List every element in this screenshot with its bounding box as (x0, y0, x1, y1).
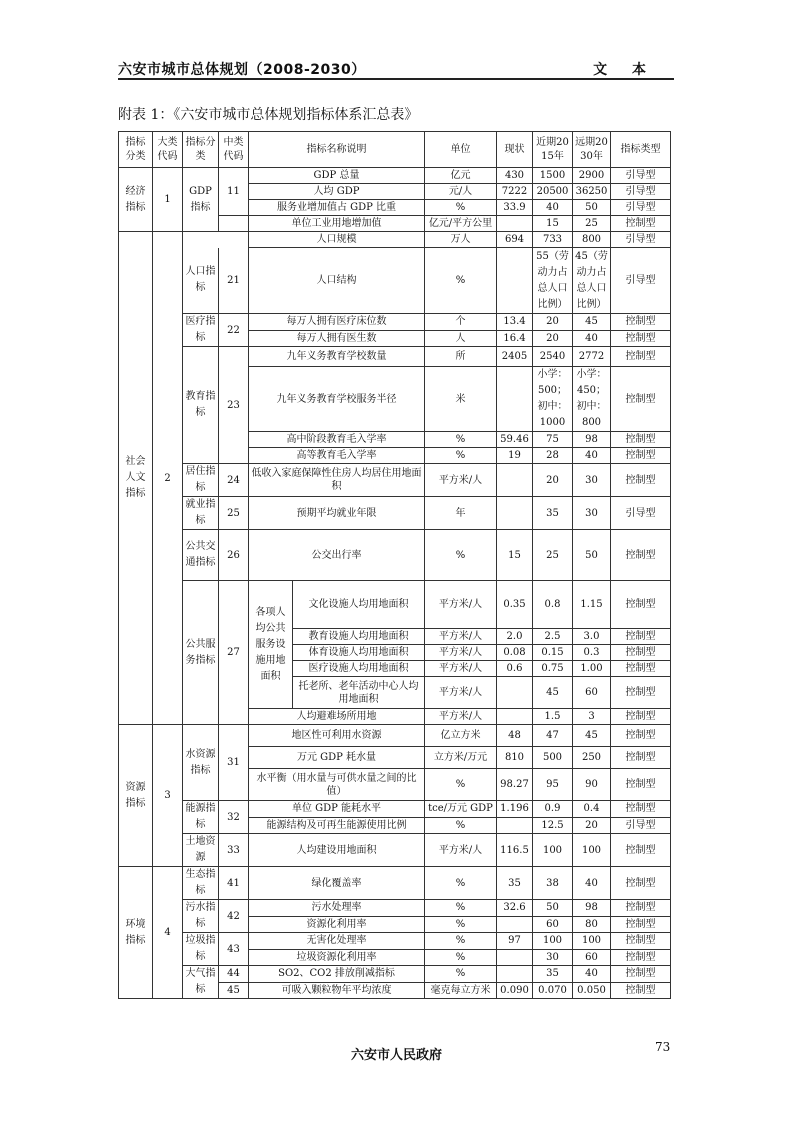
current-value: 2.0 (497, 629, 533, 645)
subcategory-cell: 公共服务指标 (183, 581, 219, 725)
long-term-value: 98 (573, 432, 611, 448)
long-term-value: 40 (573, 448, 611, 464)
unit-cell: 亿元 (425, 168, 497, 184)
current-value: 810 (497, 747, 533, 769)
unit-cell: % (425, 530, 497, 581)
indicator-type: 控制型 (611, 966, 671, 983)
table-row (119, 900, 671, 917)
current-value: 7222 (497, 184, 533, 200)
subcategory-code: 45 (219, 982, 249, 999)
indicator-name: 人均 GDP (249, 184, 425, 200)
table-row (119, 168, 671, 184)
table-row (119, 966, 671, 983)
subcategory-code: 32 (219, 801, 249, 834)
table-row (119, 497, 671, 530)
unit-cell: 亿元/平方公里 (425, 216, 497, 232)
subcategory-code: 44 (219, 966, 249, 983)
near-term-value: 55（劳动力占总人口比例） (533, 248, 573, 314)
unit-cell: % (425, 817, 497, 834)
category-code: 4 (153, 867, 183, 999)
long-term-value: 50 (573, 200, 611, 216)
indicator-type: 引导型 (611, 248, 671, 314)
indicator-type: 控制型 (611, 747, 671, 769)
col-header: 指标类型 (611, 132, 671, 168)
category-code: 2 (153, 232, 183, 725)
subcategory-code: 41 (219, 867, 249, 900)
document-title: 六安市城市总体规划（2008-2030） (118, 62, 366, 78)
indicator-type: 控制型 (611, 432, 671, 448)
indicator-name: 每万人拥有医生数 (249, 330, 425, 347)
long-term-value: 1.15 (573, 581, 611, 629)
unit-cell: tce/万元 GDP (425, 801, 497, 818)
subcategory-code: 11 (219, 168, 249, 216)
indicator-name: 地区性可利用水资源 (249, 725, 425, 747)
indicator-name: 万元 GDP 耗水量 (249, 747, 425, 769)
near-term-value: 28 (533, 448, 573, 464)
indicator-name: 无害化处理率 (249, 933, 425, 950)
unit-cell: % (425, 966, 497, 983)
near-term-value: 50 (533, 900, 573, 917)
table-row (119, 867, 671, 900)
unit-cell: 亿立方米 (425, 725, 497, 747)
indicator-table (118, 131, 671, 999)
indicator-name: 公交出行率 (249, 530, 425, 581)
indicator-type: 控制型 (611, 367, 671, 432)
unit-cell: 立方米/万元 (425, 747, 497, 769)
long-term-value: 36250 (573, 184, 611, 200)
current-value (497, 464, 533, 497)
indicator-name: 人均建设用地面积 (249, 834, 425, 867)
unit-cell: 平方米/人 (425, 834, 497, 867)
long-term-value: 20 (573, 817, 611, 834)
subcategory-code: 24 (219, 464, 249, 497)
unit-cell: % (425, 448, 497, 464)
col-header: 指标名称说明 (249, 132, 425, 168)
subcategory-cell: 垃圾指标 (183, 933, 219, 966)
current-value: 430 (497, 168, 533, 184)
current-value: 13.4 (497, 314, 533, 331)
unit-cell: 人 (425, 330, 497, 347)
long-term-value: 45 (573, 314, 611, 331)
near-term-value: 15 (533, 216, 573, 232)
unit-cell: 平方米/人 (425, 677, 497, 709)
subcategory-cell: 医疗指标 (183, 314, 219, 347)
empty-cell (219, 216, 249, 232)
col-header: 近期2015年 (533, 132, 573, 168)
indicator-type: 控制型 (611, 314, 671, 331)
long-term-value: 45 (573, 725, 611, 747)
col-header: 指标分类 (119, 132, 153, 168)
indicator-type: 引导型 (611, 184, 671, 200)
indicator-type: 控制型 (611, 709, 671, 725)
indicator-name: 人口规模 (249, 232, 425, 248)
subcategory-code: 23 (219, 347, 249, 464)
near-term-value: 2540 (533, 347, 573, 367)
indicator-name: 服务业增加值占 GDP 比重 (249, 200, 425, 216)
current-value: 0.090 (497, 982, 533, 999)
current-value (497, 966, 533, 983)
current-value: 694 (497, 232, 533, 248)
indicator-name: 九年义务教育学校数量 (249, 347, 425, 367)
long-term-value: 100 (573, 933, 611, 950)
current-value: 35 (497, 867, 533, 900)
long-term-value: 800 (573, 232, 611, 248)
category-cell: 经济指标 (119, 168, 153, 232)
indicator-name: 医疗设施人均用地面积 (293, 661, 425, 677)
current-value: 33.9 (497, 200, 533, 216)
indicator-type: 引导型 (611, 232, 671, 248)
table-row (119, 248, 671, 314)
subcategory-cell: 就业指标 (183, 497, 219, 530)
indicator-name: 高中阶段教育毛入学率 (249, 432, 425, 448)
col-header: 单位 (425, 132, 497, 168)
category-code: 3 (153, 725, 183, 867)
long-term-value: 60 (573, 949, 611, 966)
current-value (497, 817, 533, 834)
table-row (119, 725, 671, 747)
service-group-label: 各项人均公共服务设施用地面积 (249, 581, 293, 709)
long-term-value: 3.0 (573, 629, 611, 645)
indicator-name: SO2、CO2 排放削减指标 (249, 966, 425, 983)
indicator-type: 控制型 (611, 801, 671, 818)
current-value: 116.5 (497, 834, 533, 867)
subcategory-cell: 水资源指标 (183, 725, 219, 801)
unit-cell: 平方米/人 (425, 661, 497, 677)
indicator-name: 教育设施人均用地面积 (293, 629, 425, 645)
category-cell: 环境指标 (119, 867, 153, 999)
near-term-value: 20 (533, 314, 573, 331)
long-term-value: 30 (573, 497, 611, 530)
unit-cell: 平方米/人 (425, 645, 497, 661)
unit-cell: 平方米/人 (425, 464, 497, 497)
unit-cell: % (425, 916, 497, 933)
indicator-type: 控制型 (611, 933, 671, 950)
current-value: 16.4 (497, 330, 533, 347)
indicator-type: 引导型 (611, 200, 671, 216)
unit-cell: 万人 (425, 232, 497, 248)
table-row (119, 530, 671, 581)
long-term-value: 40 (573, 966, 611, 983)
near-term-value: 30 (533, 949, 573, 966)
current-value (497, 497, 533, 530)
current-value: 0.08 (497, 645, 533, 661)
indicator-type: 控制型 (611, 661, 671, 677)
table-row (119, 834, 671, 867)
category-cell: 资源指标 (119, 725, 153, 867)
subcategory-cell: GDP指标 (183, 168, 219, 232)
indicator-name: 绿化覆盖率 (249, 867, 425, 900)
indicator-name: 可吸入颗粒物年平均浓度 (249, 982, 425, 999)
current-value (497, 677, 533, 709)
unit-cell: 平方米/人 (425, 581, 497, 629)
near-term-value: 38 (533, 867, 573, 900)
indicator-type: 控制型 (611, 725, 671, 747)
near-term-value: 0.9 (533, 801, 573, 818)
indicator-type: 控制型 (611, 464, 671, 497)
indicator-name: 资源化利用率 (249, 916, 425, 933)
table-row (119, 347, 671, 367)
near-term-value: 2.5 (533, 629, 573, 645)
empty-cell (183, 232, 249, 248)
near-term-value: 100 (533, 933, 573, 950)
unit-cell: % (425, 248, 497, 314)
indicator-name: 垃圾资源化利用率 (249, 949, 425, 966)
indicator-type: 控制型 (611, 347, 671, 367)
subcategory-code: 21 (219, 248, 249, 314)
unit-cell: 元/人 (425, 184, 497, 200)
long-term-value: 0.3 (573, 645, 611, 661)
current-value (497, 367, 533, 432)
indicator-name: 九年义务教育学校服务半径 (249, 367, 425, 432)
page-header (118, 56, 674, 80)
table-row (119, 933, 671, 950)
indicator-name: 体育设施人均用地面积 (293, 645, 425, 661)
near-term-value: 40 (533, 200, 573, 216)
subcategory-code: 42 (219, 900, 249, 933)
subcategory-code: 22 (219, 314, 249, 347)
unit-cell: 年 (425, 497, 497, 530)
long-term-value: 250 (573, 747, 611, 769)
near-term-value: 20 (533, 464, 573, 497)
near-term-value: 25 (533, 530, 573, 581)
long-term-value: 40 (573, 330, 611, 347)
indicator-type: 控制型 (611, 916, 671, 933)
current-value: 19 (497, 448, 533, 464)
unit-cell: 所 (425, 347, 497, 367)
long-term-value: 2900 (573, 168, 611, 184)
near-term-value: 45 (533, 677, 573, 709)
long-term-value: 100 (573, 834, 611, 867)
indicator-type: 控制型 (611, 581, 671, 629)
category-cell: 社会人文指标 (119, 232, 153, 725)
indicator-name: 托老所、老年活动中心人均用地面积 (293, 677, 425, 709)
subcategory-cell: 能源指标 (183, 801, 219, 834)
long-term-value: 40 (573, 867, 611, 900)
indicator-name: 人口结构 (249, 248, 425, 314)
indicator-type: 控制型 (611, 216, 671, 232)
table-row (119, 314, 671, 331)
near-term-value: 35 (533, 497, 573, 530)
near-term-value: 20500 (533, 184, 573, 200)
long-term-value: 2772 (573, 347, 611, 367)
near-term-value: 733 (533, 232, 573, 248)
unit-cell: % (425, 867, 497, 900)
current-value: 15 (497, 530, 533, 581)
indicator-name: 高等教育毛入学率 (249, 448, 425, 464)
unit-cell: 平方米/人 (425, 709, 497, 725)
unit-cell: 米 (425, 367, 497, 432)
long-term-value: 0.4 (573, 801, 611, 818)
subcategory-code: 43 (219, 933, 249, 966)
indicator-name: 单位工业用地增加值 (249, 216, 425, 232)
indicator-type: 引导型 (611, 817, 671, 834)
near-term-value: 75 (533, 432, 573, 448)
indicator-type: 控制型 (611, 530, 671, 581)
indicator-type: 控制型 (611, 900, 671, 917)
indicator-type: 控制型 (611, 645, 671, 661)
current-value: 97 (497, 933, 533, 950)
indicator-type: 控制型 (611, 949, 671, 966)
footer-organization: 六安市人民政府 (350, 1048, 442, 1063)
current-value: 0.35 (497, 581, 533, 629)
current-value: 48 (497, 725, 533, 747)
subcategory-cell: 居住指标 (183, 464, 219, 497)
indicator-name: 污水处理率 (249, 900, 425, 917)
near-term-value: 0.15 (533, 645, 573, 661)
current-value: 98.27 (497, 769, 533, 801)
unit-cell: % (425, 432, 497, 448)
indicator-type: 控制型 (611, 330, 671, 347)
indicator-name: 单位 GDP 能耗水平 (249, 801, 425, 818)
near-term-value: 95 (533, 769, 573, 801)
indicator-type: 控制型 (611, 982, 671, 999)
current-value: 32.6 (497, 900, 533, 917)
subcategory-cell: 教育指标 (183, 347, 219, 464)
subcategory-code: 27 (219, 581, 249, 725)
near-term-value: 47 (533, 725, 573, 747)
unit-cell: % (425, 949, 497, 966)
unit-cell: % (425, 933, 497, 950)
col-header: 远期2030年 (573, 132, 611, 168)
subcategory-cell: 污水指标 (183, 900, 219, 933)
indicator-name: 水平衡（用水量与可供水量之间的比值） (249, 769, 425, 801)
indicator-name: GDP 总量 (249, 168, 425, 184)
near-term-value: 0.75 (533, 661, 573, 677)
near-term-value: 小学：500；初中：1000 (533, 367, 573, 432)
near-term-value: 35 (533, 966, 573, 983)
table-header-row (119, 132, 671, 168)
subcategory-cell: 生态指标 (183, 867, 219, 900)
near-term-value: 20 (533, 330, 573, 347)
unit-cell: 个 (425, 314, 497, 331)
indicator-name: 预期平均就业年限 (249, 497, 425, 530)
subcategory-cell: 人口指标 (183, 248, 219, 314)
indicator-type: 控制型 (611, 448, 671, 464)
indicator-name: 人均避难场所用地 (249, 709, 425, 725)
current-value (497, 916, 533, 933)
long-term-value: 1.00 (573, 661, 611, 677)
long-term-value: 80 (573, 916, 611, 933)
col-header: 指标分类 (183, 132, 219, 168)
current-value (497, 216, 533, 232)
current-value: 59.46 (497, 432, 533, 448)
table-row (119, 801, 671, 818)
long-term-value: 45（劳动力占总人口比例） (573, 248, 611, 314)
near-term-value: 0.070 (533, 982, 573, 999)
long-term-value: 30 (573, 464, 611, 497)
unit-cell: % (425, 900, 497, 917)
col-header: 大类代码 (153, 132, 183, 168)
near-term-value: 1.5 (533, 709, 573, 725)
unit-cell: % (425, 769, 497, 801)
indicator-type: 控制型 (611, 677, 671, 709)
long-term-value: 50 (573, 530, 611, 581)
near-term-value: 60 (533, 916, 573, 933)
col-header: 中类代码 (219, 132, 249, 168)
current-value (497, 248, 533, 314)
near-term-value: 1500 (533, 168, 573, 184)
subcategory-cell: 土地资源 (183, 834, 219, 867)
near-term-value: 100 (533, 834, 573, 867)
unit-cell: 毫克每立方米 (425, 982, 497, 999)
page-number: 73 (655, 1040, 671, 1054)
current-value: 0.6 (497, 661, 533, 677)
long-term-value: 98 (573, 900, 611, 917)
table-row (119, 464, 671, 497)
long-term-value: 0.050 (573, 982, 611, 999)
indicator-type: 控制型 (611, 629, 671, 645)
current-value (497, 709, 533, 725)
indicator-name: 低收入家庭保障性住房人均居住用地面积 (249, 464, 425, 497)
indicator-type: 控制型 (611, 834, 671, 867)
subcategory-code: 26 (219, 530, 249, 581)
table-row (119, 581, 671, 629)
unit-cell: 平方米/人 (425, 629, 497, 645)
table-title: 附表 1：《六安市城市总体规划指标体系汇总表》 (118, 107, 419, 123)
indicator-type: 引导型 (611, 497, 671, 530)
long-term-value: 小学：450；初中：800 (573, 367, 611, 432)
section-label: 文 本 (593, 62, 656, 78)
long-term-value: 25 (573, 216, 611, 232)
near-term-value: 0.8 (533, 581, 573, 629)
subcategory-code: 33 (219, 834, 249, 867)
subcategory-code: 31 (219, 725, 249, 801)
subcategory-cell: 大气指标 (183, 966, 219, 999)
indicator-name: 文化设施人均用地面积 (293, 581, 425, 629)
unit-cell: % (425, 200, 497, 216)
table-row (119, 232, 671, 248)
near-term-value: 12.5 (533, 817, 573, 834)
col-header: 现状 (497, 132, 533, 168)
indicator-name: 能源结构及可再生能源使用比例 (249, 817, 425, 834)
long-term-value: 3 (573, 709, 611, 725)
current-value: 1.196 (497, 801, 533, 818)
indicator-name: 每万人拥有医疗床位数 (249, 314, 425, 331)
near-term-value: 500 (533, 747, 573, 769)
long-term-value: 60 (573, 677, 611, 709)
subcategory-cell: 公共交通指标 (183, 530, 219, 581)
current-value: 2405 (497, 347, 533, 367)
category-code: 1 (153, 168, 183, 232)
indicator-type: 控制型 (611, 769, 671, 801)
indicator-type: 控制型 (611, 867, 671, 900)
indicator-type: 引导型 (611, 168, 671, 184)
current-value (497, 949, 533, 966)
subcategory-code: 25 (219, 497, 249, 530)
long-term-value: 90 (573, 769, 611, 801)
